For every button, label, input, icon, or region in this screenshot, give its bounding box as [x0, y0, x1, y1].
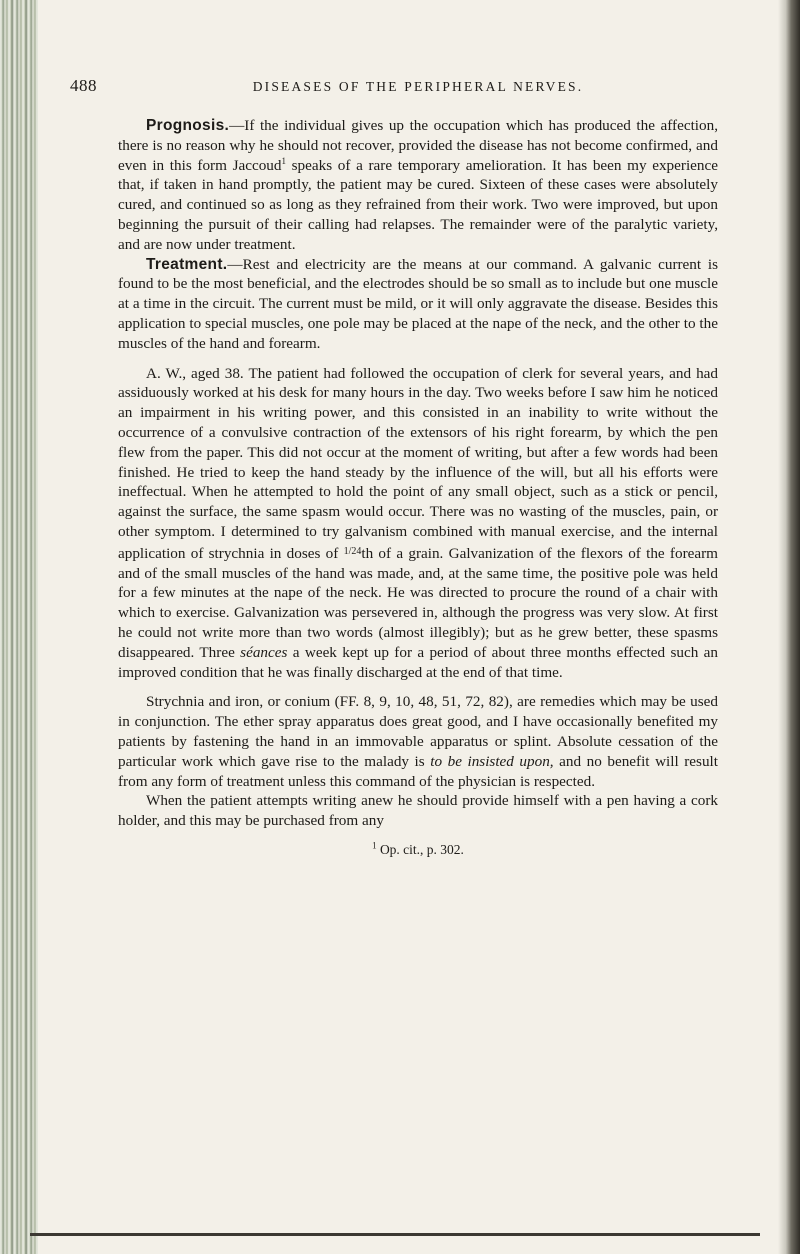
remedies-emphasis: to be insisted upon, [430, 752, 554, 770]
page-bottom-edge [30, 1233, 760, 1236]
footnote [118, 841, 718, 858]
page-right-shadow [778, 0, 800, 1254]
footnote-reference[interactable]: 1 [281, 155, 286, 166]
running-title: DISEASES OF THE PERIPHERAL NERVES. [252, 79, 584, 94]
case-text-middle: th of a grain. Galvanization of the flexors of the forearm and of the small muscles of the hand was made, and, at the same time, the positive pole was held for a few minutes at the nape of the neck. He was directed to procure the round of a chair with which to exercise. Galvanization was persevered in, although the progress was very slow. At first he could not write more than two words (almost illegibly); but as he grew better, these spasms disappeared. Three [118, 544, 718, 661]
book-binding-edge [0, 0, 38, 1254]
treatment-text: —Rest and electricity are the means at our command. A galvanic current is found to be the most beneficial, and the electrodes should be so small as to include but one muscle at a time in the circuit. The current must be mild, or it will only aggravate the disease. Besides this application to special muscles, one pole may be placed at the nape of the neck, and the other to the muscles of the hand and forearm. [118, 255, 718, 352]
remedies-text-start: Strychnia and iron, or conium (FF. 8, 9, 10, 48, 51, 72, 82), are remedies which may be used in conjunction. The ether spray apparatus does great good, and I have occasionally benefited my patients by fastening the hand in an immovable apparatus or splint. Absolute cessation of the particular work which gave rise to the malady is [118, 693, 718, 770]
prognosis-text-end: speaks of a rare temporary amelioration. It has been my experience that, if taken in hand promptly, the patient may be cured. Sixteen of these cases were absolutely cured, and continued so as long as they refrained from their work. Two were improved, but upon beginning the pursuit of their calling had relapses. The remainder were of the paralytic variety, and are now under treatment. [118, 156, 718, 253]
treatment-paragraph [118, 255, 718, 354]
treatment-heading: Treatment. [146, 255, 228, 273]
case-text-end: a week kept up for a period of about three months effected such an improved condition that he was finally discharged at the end of that time. [118, 643, 718, 681]
remedies-paragraph [118, 692, 718, 791]
seances-term: séances [240, 643, 288, 661]
case-text-start: A. W., aged 38. The patient had followed the occupation of clerk for several years, and had assiduously worked at his desk for many hours in the day. Two weeks before I saw him he noticed an impairment in his writing power, and this consisted in an inability to write without the occurrence of a convulsive contraction of the extensors of his right forearm, by which the pen flew from the paper. This did not occur at the moment of writing, but after a few words had been finished. He tried to keep the hand steady by the influence of the will, but all his efforts were ineffectual. When he attempted to hold the point of any small object, such as a stick or pencil, against the surface, the same spasm would occur. There was no wasting of the muscles, pain, or other symptom. I determined to try galvanism combined with manual exercise, and the internal application of strychnia in doses of [118, 364, 718, 562]
footnote-text: Op. cit., p. 302. [379, 841, 464, 857]
running-head [70, 76, 718, 104]
remedies-text-end: and no benefit will result from any form of treatment unless this command of the physician is respected. [118, 752, 718, 790]
prognosis-paragraph [118, 116, 718, 255]
pen-text: When the patient attempts writing anew he should provide himself with a pen having a cork holder, and this may be purchased from any [118, 792, 718, 830]
prognosis-heading: Prognosis. [146, 117, 230, 134]
case-paragraph [118, 364, 718, 683]
page-number: 488 [70, 76, 97, 95]
book-page [70, 76, 718, 858]
prognosis-text-start: —If the individual gives up the occupation which has produced the affection, there is no reason why he should not recover, provided the disease has not become confirmed, and even in this form Jaccoud [118, 117, 718, 174]
dose-fraction: 1/24 [343, 545, 362, 557]
footnote-mark: 1 [372, 840, 377, 851]
pen-paragraph [118, 791, 718, 831]
